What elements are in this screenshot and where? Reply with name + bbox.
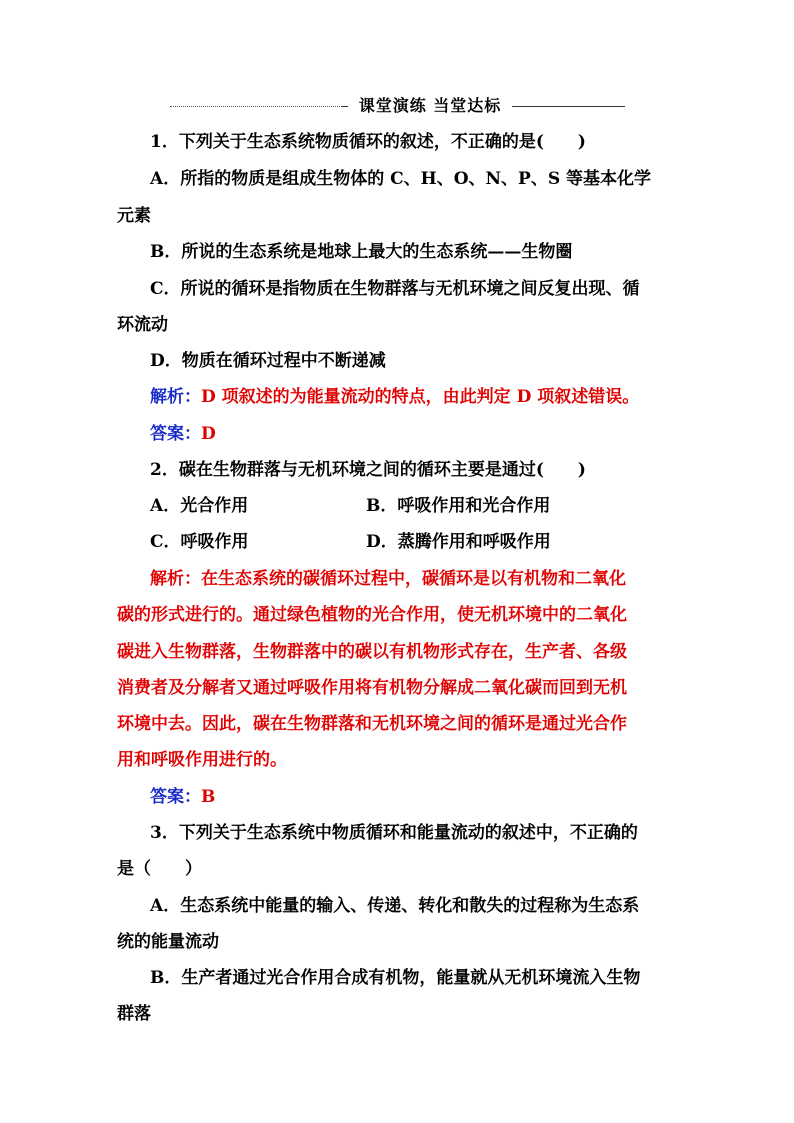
q2-options-row-2 — [150, 530, 249, 554]
q2-answer — [150, 785, 215, 809]
q1-answer-label: 答案： — [150, 424, 201, 444]
q1-analysis-text: D 项叙述的为能量流动的特点，由此判定 D 项叙述错误。 — [201, 387, 640, 407]
q3-option-b-cont: 群落 — [117, 1004, 151, 1024]
q1-option-a: A．所指的物质是组成生物体的 C、H、O、N、P、S 等基本化学 — [150, 169, 652, 189]
q2-answer-value: B — [201, 787, 216, 807]
q3-option-a-cont: 统的能量流动 — [117, 932, 219, 952]
q2-analysis-line-1 — [150, 567, 626, 591]
q3-stem-cont: 是（ ） — [117, 859, 202, 879]
q1-option-a-cont: 元素 — [117, 206, 151, 226]
q2-option-c: C．呼吸作用 — [150, 532, 249, 552]
q2-stem: 2．碳在生物群落与无机环境之间的循环主要是通过( ) — [150, 460, 586, 480]
header-rule-mid — [342, 106, 348, 107]
q3-option-a: A．生态系统中能量的输入、传递、转化和散失的过程称为生态系 — [150, 896, 640, 916]
section-title: 课堂演练 当堂达标 — [358, 96, 502, 115]
q1-analysis — [150, 385, 639, 409]
q2-option-d: D．蒸腾作用和呼吸作用 — [366, 532, 551, 552]
q1-answer — [150, 422, 216, 446]
q2-analysis-line-6: 用和呼吸作用进行的。 — [117, 750, 287, 770]
q1-option-d: D．物质在循环过程中不断递减 — [150, 351, 386, 371]
q3-stem: 3．下列关于生态系统中物质循环和能量流动的叙述中，不正确的 — [150, 823, 638, 843]
q3-option-b: B．生产者通过光合作用合成有机物，能量就从无机环境流入生物 — [150, 968, 641, 988]
q2-analysis-line-2: 碳的形式进行的。通过绿色植物的光合作用，使无机环境中的二氧化 — [117, 605, 627, 625]
q1-answer-value: D — [201, 424, 216, 444]
q2-analysis-line-5: 环境中去。因此，碳在生物群落和无机环境之间的循环是通过光合作 — [117, 714, 627, 734]
q1-option-c-cont: 环流动 — [117, 315, 168, 335]
header-rule-right — [512, 106, 625, 107]
q2-analysis-line-4: 消费者及分解者又通过呼吸作用将有机物分解成二氧化碳而回到无机 — [117, 678, 627, 698]
q2-analysis-label: 解析： — [150, 569, 201, 589]
q1-option-c: C．所说的循环是指物质在生物群落与无机环境之间反复出现、循 — [150, 279, 640, 299]
section-header — [170, 96, 625, 116]
q2-options-row-1 — [150, 494, 248, 518]
q2-answer-label: 答案： — [150, 787, 201, 807]
q1-option-b: B．所说的生态系统是地球上最大的生态系统——生物圈 — [150, 242, 573, 262]
q2-analysis-line-3: 碳进入生物群落，生物群落中的碳以有机物形式存在，生产者、各级 — [117, 642, 627, 662]
q2-analysis-text: 在生态系统的碳循环过程中，碳循环是以有机物和二氧化 — [201, 569, 626, 589]
q1-analysis-label: 解析： — [150, 387, 201, 407]
q1-stem: 1．下列关于生态系统物质循环的叙述，不正确的是( ) — [150, 132, 586, 152]
q2-option-b: B．呼吸作用和光合作用 — [366, 496, 551, 516]
header-rule-left — [170, 106, 342, 107]
q2-option-a: A．光合作用 — [150, 496, 249, 516]
